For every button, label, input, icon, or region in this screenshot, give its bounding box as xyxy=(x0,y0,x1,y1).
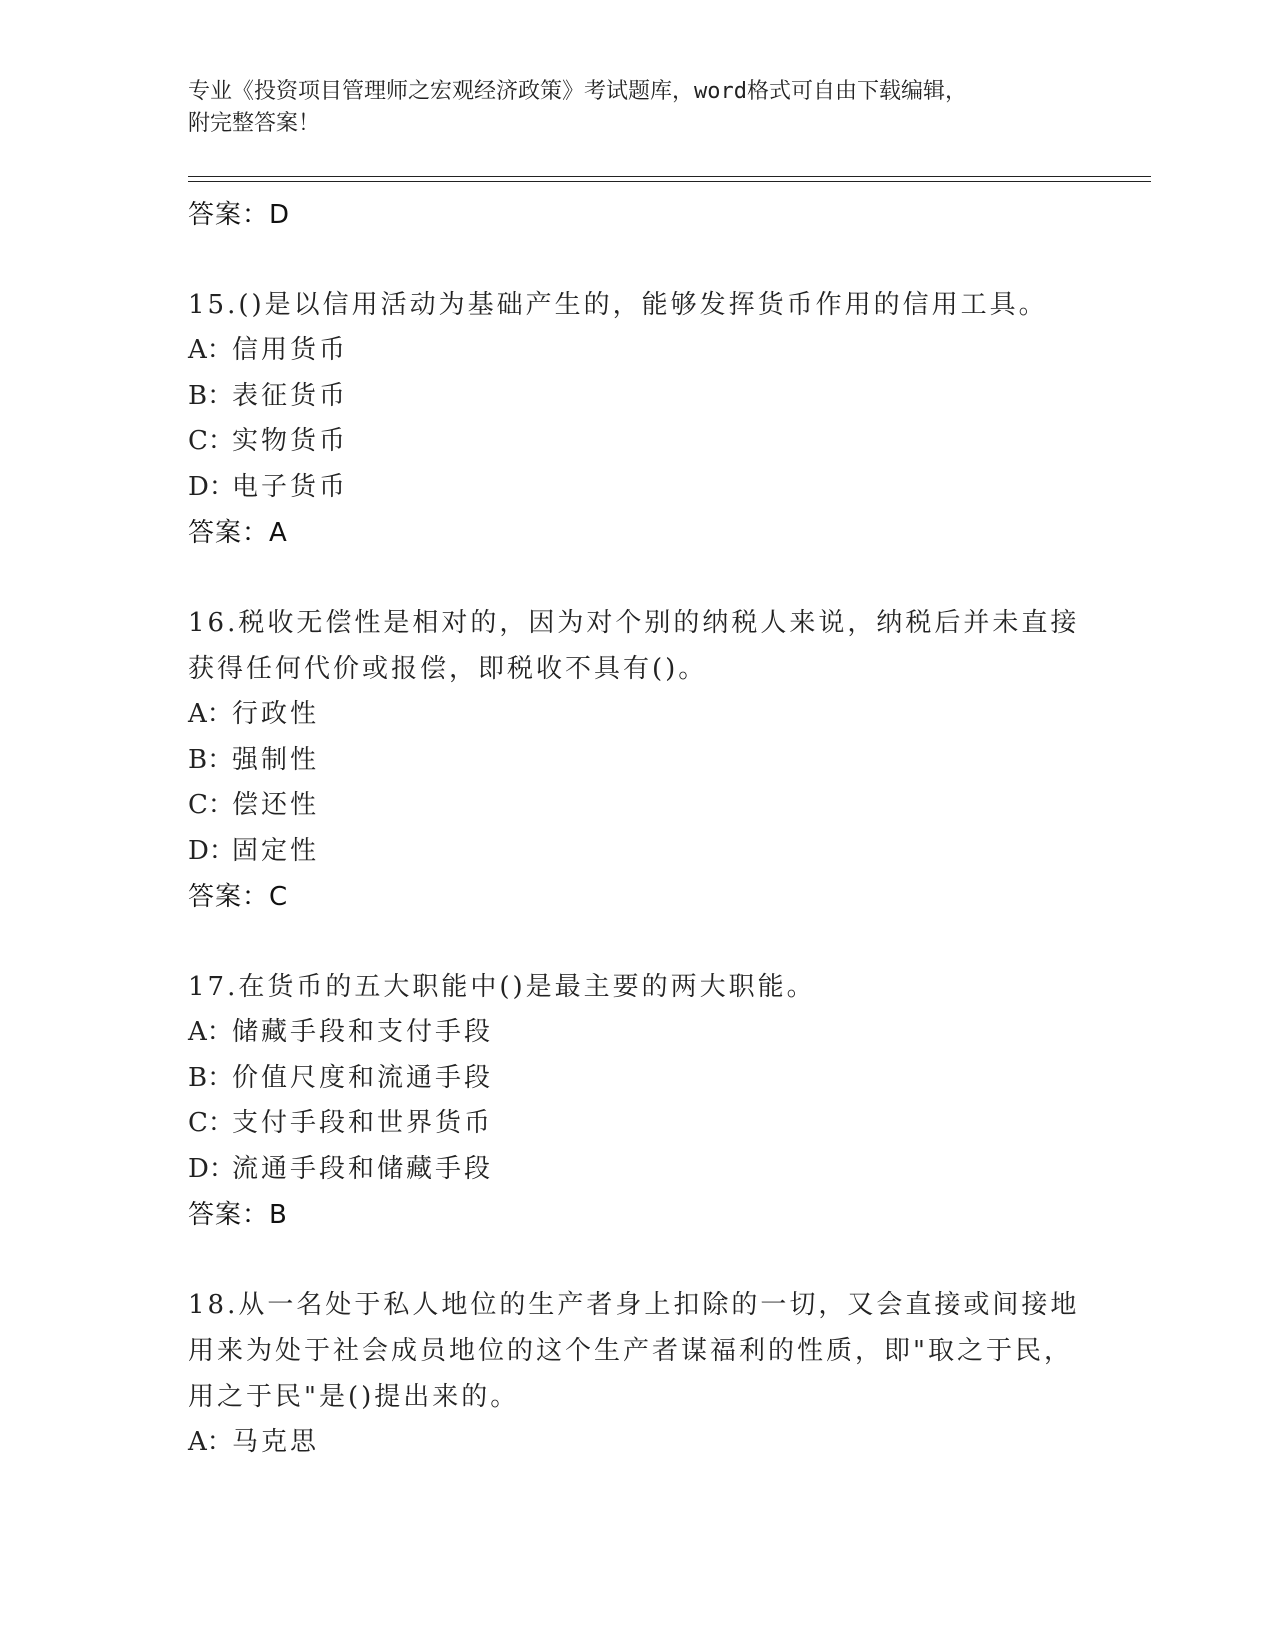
question-18 xyxy=(188,1282,1088,1466)
question-text: 15.()是以信用活动为基础产生的，能够发挥货币作用的信用工具。 xyxy=(188,290,1048,320)
question-text-line-1: 16.税收无偿性是相对的，因为对个别的纳税人来说，纳税后并未直接 xyxy=(188,608,1080,638)
option-key: A： xyxy=(188,1017,233,1047)
question-text-line-2: 用来为处于社会成员地位的这个生产者谋福利的性质，即"取之于民， xyxy=(188,1336,1073,1366)
question-text-line-1: 18.从一名处于私人地位的生产者身上扣除的一切，又会直接或间接地 xyxy=(188,1290,1080,1320)
option-b xyxy=(188,374,1088,420)
header-rule-top xyxy=(188,176,1151,177)
header-line-2: 附完整答案！ xyxy=(188,111,321,136)
option-key: A： xyxy=(188,335,233,365)
question-16 xyxy=(188,600,1088,920)
option-key: C： xyxy=(188,426,234,456)
option-text: 电子货币 xyxy=(232,471,349,502)
answer-line: 答案：D xyxy=(188,200,291,230)
option-key: B： xyxy=(188,1062,234,1093)
option-c xyxy=(188,783,1088,829)
question-15 xyxy=(188,282,1088,556)
option-key: D： xyxy=(188,471,235,502)
question-text-line-3: 用之于民"是()提出来的。 xyxy=(188,1382,520,1412)
answer-line: 答案：C xyxy=(188,882,289,912)
header-rule-bottom xyxy=(188,181,1151,182)
option-a xyxy=(188,328,1088,374)
option-text: 价值尺度和流通手段 xyxy=(232,1062,494,1093)
option-a xyxy=(188,692,1088,738)
option-d xyxy=(188,465,1088,511)
option-key: B： xyxy=(188,744,234,775)
option-key: A： xyxy=(188,699,233,729)
option-c xyxy=(188,1101,1088,1147)
option-a xyxy=(188,1420,1088,1466)
document-header xyxy=(188,76,1088,140)
option-key: B： xyxy=(188,380,234,411)
question-text-line-2: 获得任何代价或报偿，即税收不具有()。 xyxy=(188,654,708,684)
option-a xyxy=(188,1010,1088,1056)
option-text: 强制性 xyxy=(232,744,320,775)
option-b xyxy=(188,738,1088,784)
option-d xyxy=(188,829,1088,875)
option-text: 信用货币 xyxy=(232,335,349,365)
option-text: 行政性 xyxy=(232,699,320,729)
option-text: 偿还性 xyxy=(232,790,320,820)
option-d xyxy=(188,1147,1088,1193)
option-b xyxy=(188,1056,1088,1102)
option-text: 流通手段和储藏手段 xyxy=(232,1153,494,1184)
option-text: 支付手段和世界货币 xyxy=(232,1108,494,1138)
question-17 xyxy=(188,964,1088,1238)
answer-line: 答案：A xyxy=(188,518,288,548)
option-text: 马克思 xyxy=(232,1427,320,1457)
header-line-1: 专业《投资项目管理师之宏观经济政策》考试题库，word格式可自由下载编辑， xyxy=(188,79,967,104)
option-key: D： xyxy=(188,835,235,866)
question-text: 17.在货币的五大职能中()是最主要的两大职能。 xyxy=(188,972,816,1002)
option-text: 表征货币 xyxy=(232,380,349,411)
option-key: A： xyxy=(188,1427,233,1457)
option-c xyxy=(188,419,1088,465)
option-key: C： xyxy=(188,1108,234,1138)
answer-line: 答案：B xyxy=(188,1200,288,1230)
option-text: 实物货币 xyxy=(232,426,349,456)
option-key: D： xyxy=(188,1153,235,1184)
question-content xyxy=(188,192,1088,1466)
option-text: 储藏手段和支付手段 xyxy=(232,1017,494,1047)
option-key: C： xyxy=(188,790,234,820)
option-text: 固定性 xyxy=(232,835,320,866)
